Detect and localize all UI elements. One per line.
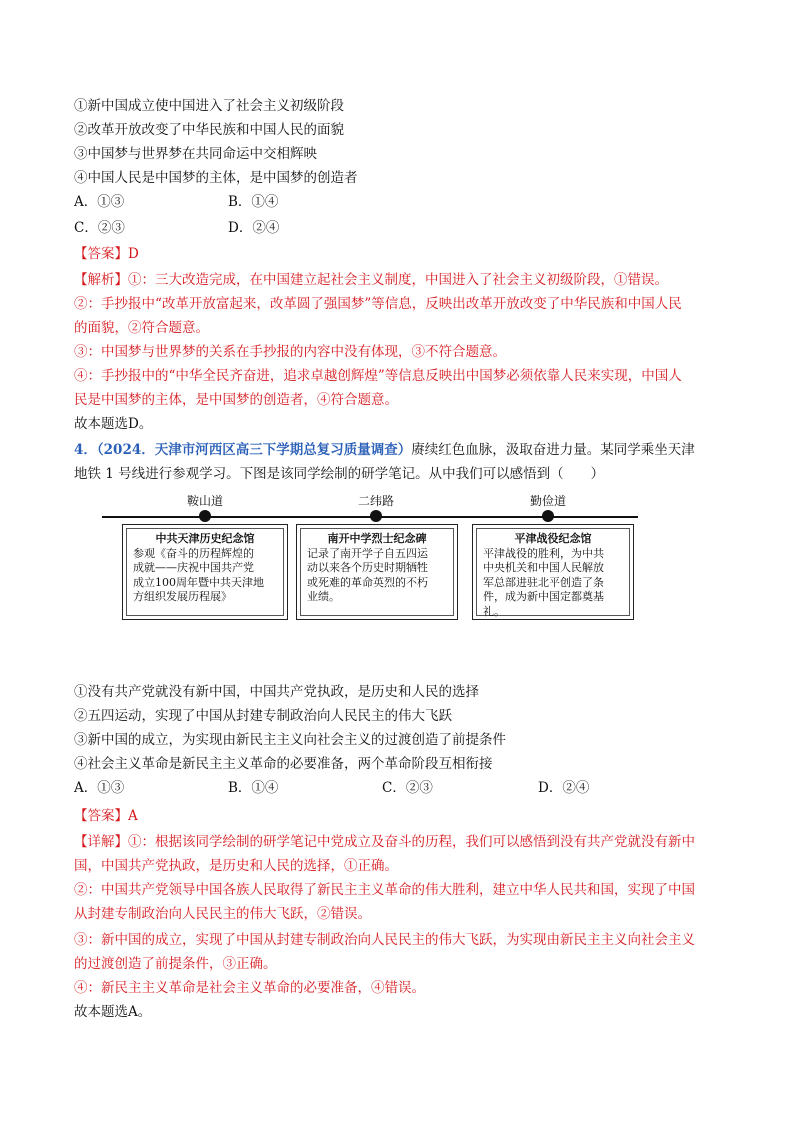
q4-statement-2: ②五四运动，实现了中国从封建专制政治向人民民主的伟大飞跃 xyxy=(74,708,452,724)
q3-option-c: C．②③ xyxy=(74,220,125,236)
note-box-2 xyxy=(296,524,458,620)
analysis-text: ①：三大改造完成，在中国建立起社会主义制度，中国进入了社会主义初级阶段，①错误。 xyxy=(128,272,668,288)
q4-detail-2: 国，中国共产党执政，是历史和人民的选择，①正确。 xyxy=(74,858,398,874)
station-label-2: 二纬路 xyxy=(357,494,395,508)
q4-detail-4: 从封建专制政治向人民民主的伟大飞跃，②错误。 xyxy=(74,906,371,922)
note-title-2: 南开中学烈士纪念碑 xyxy=(327,532,427,545)
q4-detail-6: 的过渡创造了前提条件，③正确。 xyxy=(74,956,277,972)
q4-source: （2024．天津市河西区高三下学期总复习质量调查） xyxy=(96,442,412,458)
answer-tag: 【答案】 xyxy=(74,246,128,262)
station-label-3: 勤俭道 xyxy=(529,494,567,508)
detail-tag: 【详解】 xyxy=(74,834,128,850)
station-dot-1 xyxy=(199,510,211,522)
q4-statement-1: ①没有共产党就没有新中国，中国共产党执政，是历史和人民的选择 xyxy=(74,684,479,700)
note-text-2: 记录了南开学子自五四运 动以来各个历史时期牺牲 或死难的革命英烈的不朽 业绩。 xyxy=(307,546,428,603)
q4-option-a: A．①③ xyxy=(74,780,125,796)
note-box-3 xyxy=(472,524,634,620)
q3-statement-1: ①新中国成立使中国进入了社会主义初级阶段 xyxy=(74,98,344,114)
q4-statement-4: ④社会主义革命是新民主主义革命的必要准备，两个革命阶段互相衔接 xyxy=(74,756,493,772)
q3-analysis-1 xyxy=(74,270,734,290)
q3-option-b: B．①④ xyxy=(228,194,279,210)
q3-statement-4: ④中国人民是中国梦的主体，是中国梦的创造者 xyxy=(74,170,358,186)
q4-stem-line-2: 地铁 1 号线进行参观学习。下图是该同学绘制的研学笔记。从中我们可以感悟到（ ） xyxy=(74,466,605,482)
station-dot-2 xyxy=(370,510,382,522)
q4-option-d: D．②④ xyxy=(538,780,590,796)
answer-value: D xyxy=(128,246,139,262)
q3-conclusion: 故本题选D。 xyxy=(74,416,153,432)
q3-option-a: A．①③ xyxy=(74,194,125,210)
q4-option-c: C．②③ xyxy=(382,780,433,796)
q4-detail-3: ②：中国共产党领导中国各族人民取得了新民主主义革命的伟大胜利，建立中华人民共和国，实现了中国 xyxy=(74,882,695,898)
q4-stem-text: 赓续红色血脉，汲取奋进力量。某同学乘坐天津 xyxy=(411,442,695,458)
q3-statement-2: ②改革开放改变了中华民族和中国人民的面貌 xyxy=(74,122,344,138)
q3-option-d: D．②④ xyxy=(228,220,280,236)
analysis-tag: 【解析】 xyxy=(74,272,128,288)
q3-answer xyxy=(74,244,734,264)
q3-analysis-4: ③：中国梦与世界梦的关系在手抄报的内容中没有体现，③不符合题意。 xyxy=(74,344,506,360)
q3-analysis-5: ④：手抄报中的“中华全民齐奋进，追求卓越创辉煌”等信息反映出中国梦必须依靠人民来实现，中国人 xyxy=(74,368,682,384)
note-text-3: 平津战役的胜利，为中共 中央机关和中国人民解放 军总部进驻北平创造了条 件，成为新中国定都奠基 礼。 xyxy=(483,546,604,618)
q4-option-b: B．①④ xyxy=(228,780,279,796)
station-dot-3 xyxy=(542,510,554,522)
note-text-1: 参观《奋斗的历程辉煌的 成就——庆祝中国共产党 成立100周年暨中共天津地 方组织发展历程展》 xyxy=(133,546,264,603)
study-notes-figure xyxy=(102,496,642,626)
answer-value: A xyxy=(128,808,138,824)
note-box-1 xyxy=(122,524,288,620)
q4-number: 4． xyxy=(74,442,97,458)
detail-text: ①：根据该同学绘制的研学笔记中党成立及奋斗的历程，我们可以感悟到没有共产党就没有新中 xyxy=(128,834,695,850)
q3-analysis-2: ②：手抄报中“改革开放富起来，改革圆了强国梦”等信息，反映出改革开放改变了中华民族和中国人民 xyxy=(74,296,682,312)
q4-detail-1 xyxy=(74,832,734,852)
q4-answer xyxy=(74,806,734,826)
note-title-3: 平津战役纪念馆 xyxy=(514,532,592,545)
answer-tag: 【答案】 xyxy=(74,808,128,824)
note-title-1: 中共天津历史纪念馆 xyxy=(155,532,255,545)
q3-analysis-6: 民是中国梦的主体，是中国梦的创造者，④符合题意。 xyxy=(74,392,398,408)
q4-conclusion: 故本题选A。 xyxy=(74,1004,152,1020)
q4-detail-5: ③：新中国的成立，实现了中国从封建专制政治向人民民主的伟大飞跃，为实现由新民主主义向社会主义 xyxy=(74,932,695,948)
q4-detail-7: ④：新民主主义革命是社会主义革命的必要准备，④错误。 xyxy=(74,980,425,996)
q3-analysis-3: 的面貌，②符合题意。 xyxy=(74,320,209,336)
station-label-1: 鞍山道 xyxy=(186,494,224,508)
q4-stem-line-1 xyxy=(74,440,734,460)
q4-statement-3: ③新中国的成立，为实现由新民主主义向社会主义的过渡创造了前提条件 xyxy=(74,732,506,748)
q3-statement-3: ③中国梦与世界梦在共同命运中交相辉映 xyxy=(74,146,317,162)
